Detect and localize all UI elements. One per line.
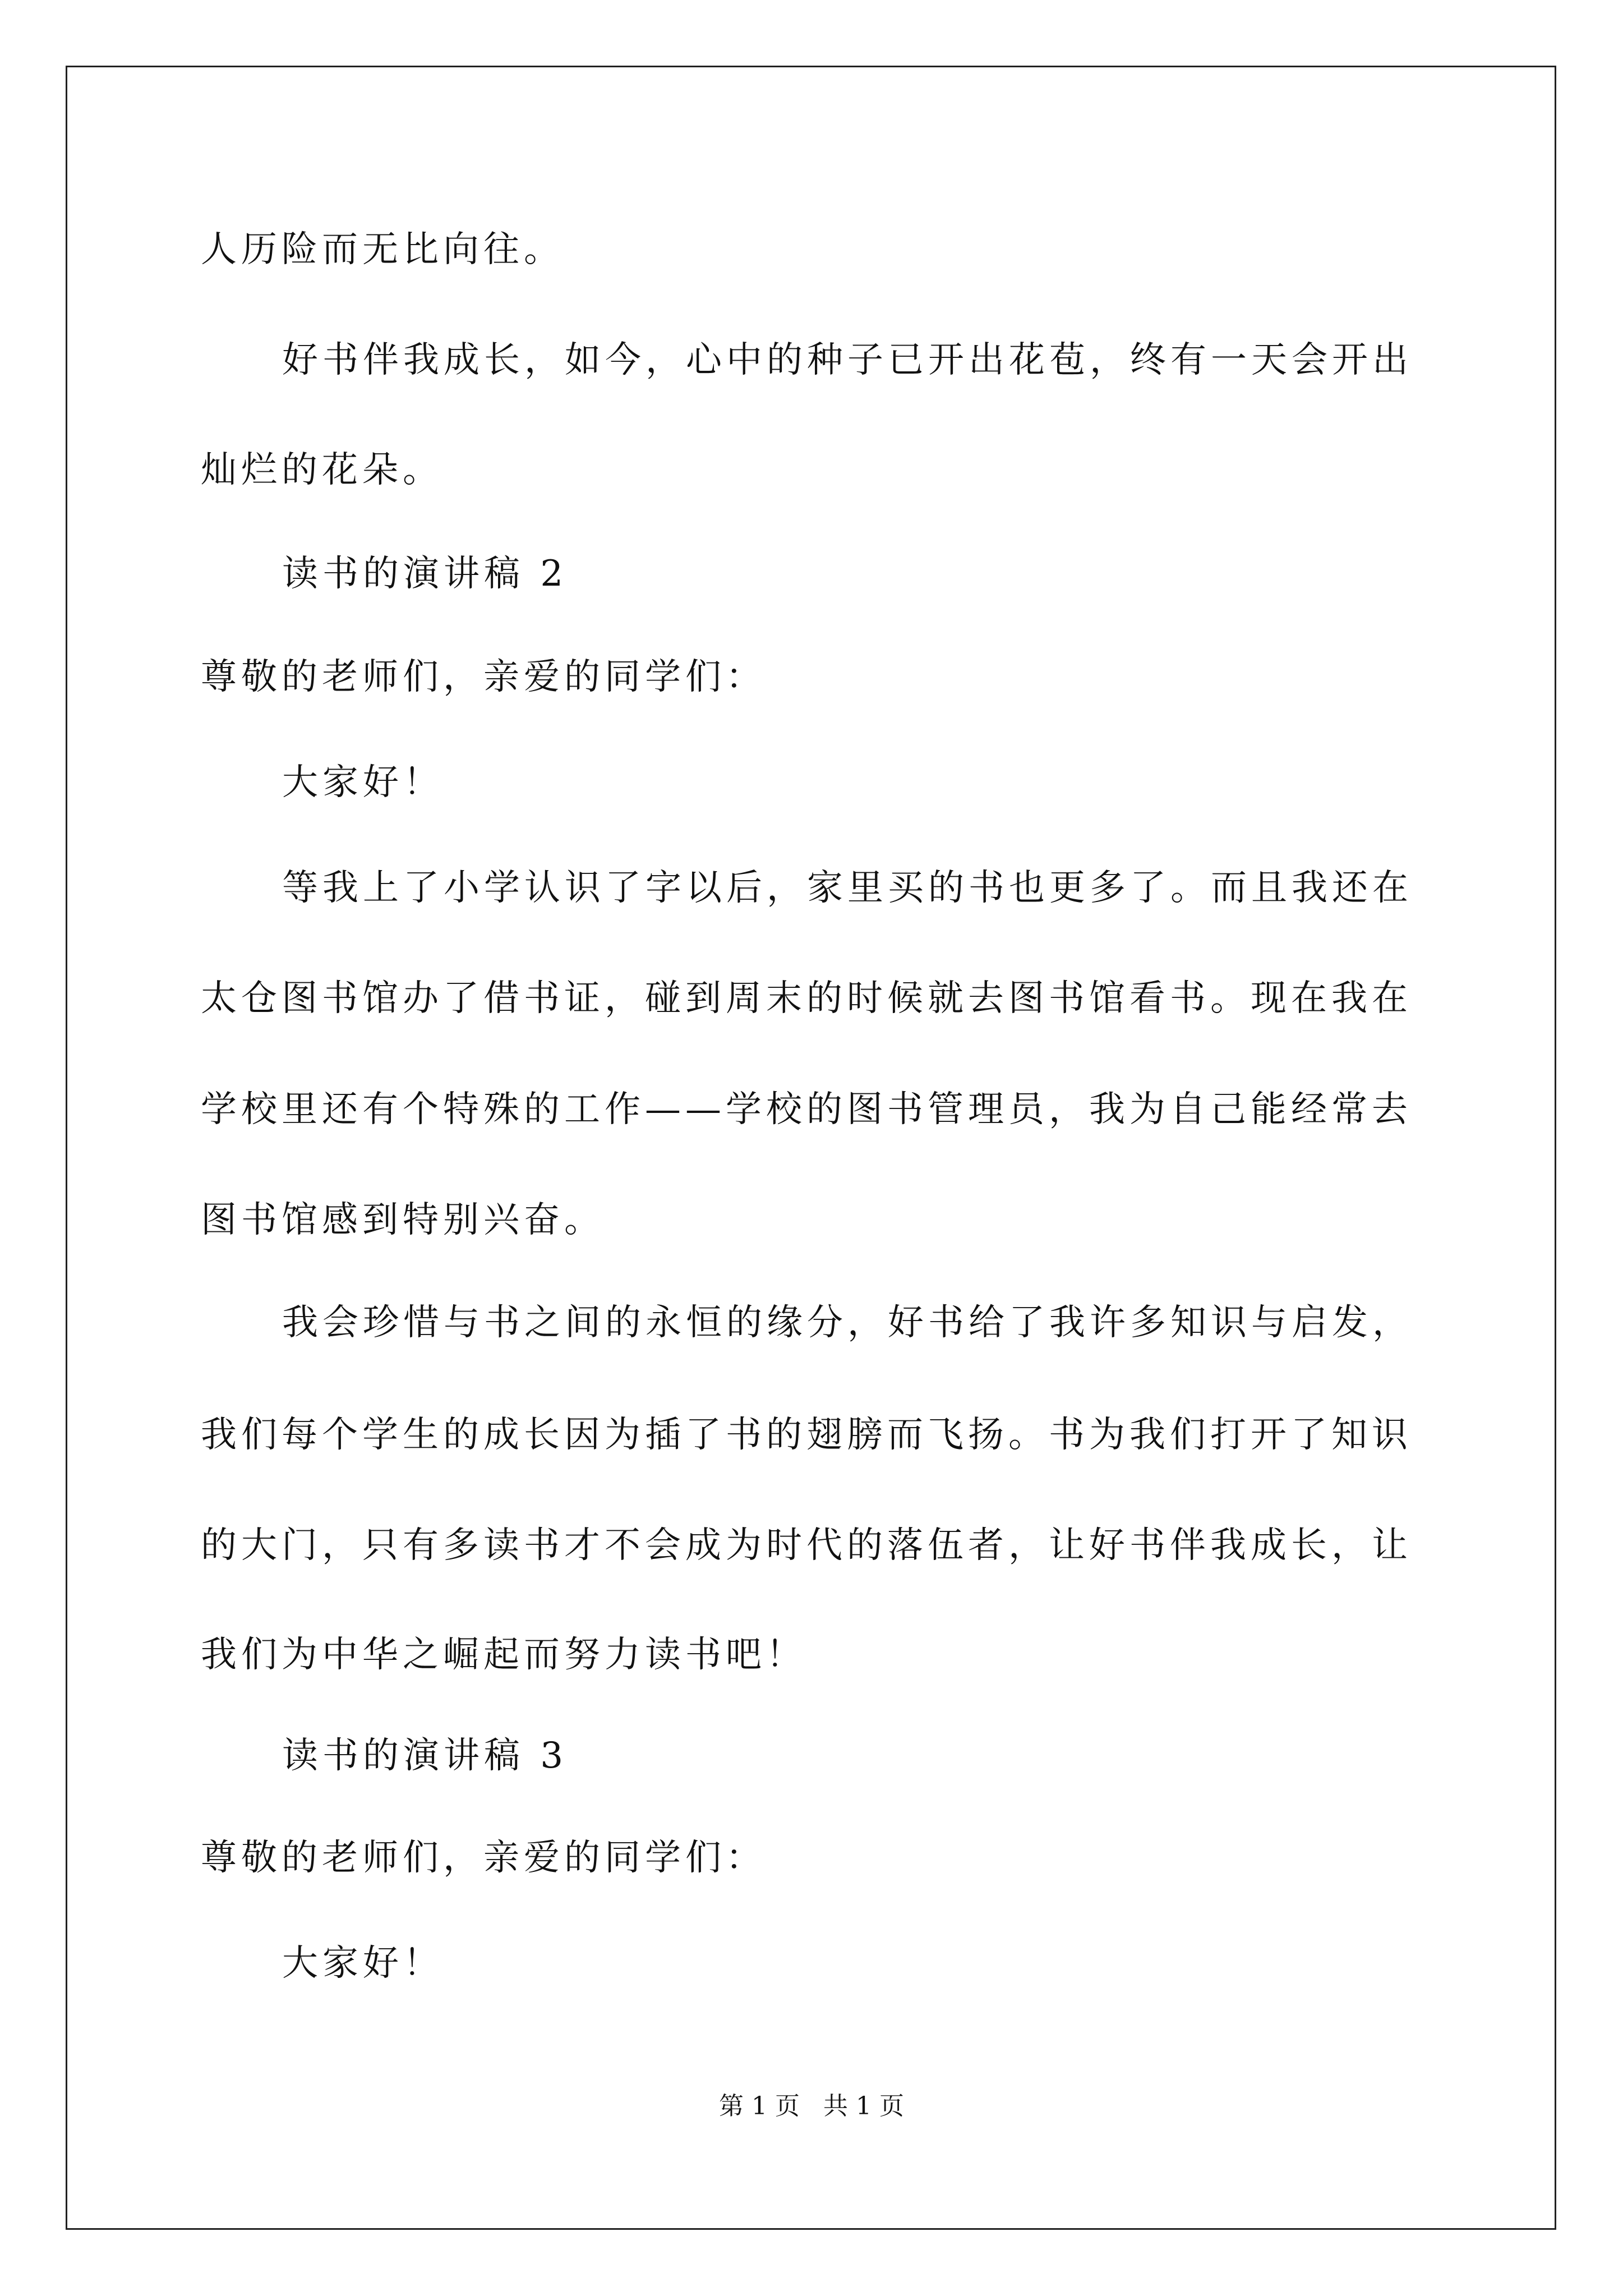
section-heading: 读书的演讲稿 3 <box>282 1735 568 1777</box>
text-line: 等我上了小学认识了字以后，家里买的书也更多了。而且我还在 <box>282 867 1413 909</box>
text-line: 学校里还有个特殊的工作——学校的图书管理员，我为自己能经常去 <box>201 1089 1412 1130</box>
section-heading: 读书的演讲稿 2 <box>282 553 568 595</box>
text-line: 好书伴我成长，如今，心中的种子已开出花苞，终有一天会开出 <box>282 339 1413 381</box>
salutation: 尊敬的老师们，亲爱的同学们： <box>201 656 766 698</box>
text-line: 我们每个学生的成长因为插了书的翅膀而飞扬。书为我们打开了知识 <box>201 1414 1412 1456</box>
greeting: 大家好！ <box>282 762 444 803</box>
text-line: 我们为中华之崛起而努力读书吧！ <box>201 1634 806 1676</box>
greeting: 大家好！ <box>282 1943 444 1984</box>
page-number-footer: 第 1 页 共 1 页 <box>719 2092 904 2120</box>
text-line: 的大门，只有多读书才不会成为时代的落伍者，让好书伴我成长，让 <box>201 1525 1412 1566</box>
salutation: 尊敬的老师们，亲爱的同学们： <box>201 1837 766 1879</box>
page-border <box>66 66 1556 2230</box>
text-line: 图书馆感到特别兴奋。 <box>201 1199 605 1241</box>
text-line: 太仓图书馆办了借书证，碰到周末的时候就去图书馆看书。现在我在 <box>201 978 1412 1019</box>
text-line: 人历险而无比向往。 <box>201 229 564 270</box>
text-line: 灿烂的花朵。 <box>201 449 443 491</box>
text-line: 我会珍惜与书之间的永恒的缘分，好书给了我许多知识与启发， <box>282 1302 1413 1343</box>
